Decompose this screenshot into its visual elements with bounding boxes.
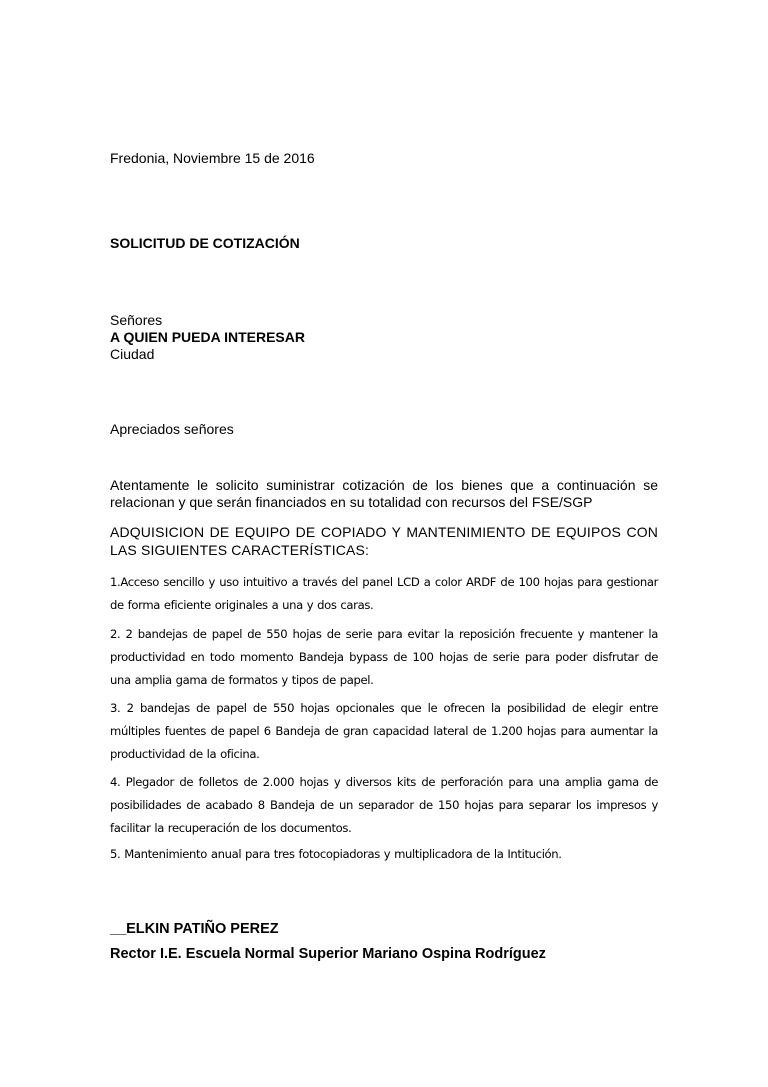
requirement-item-2: 2. 2 bandejas de papel de 550 hojas de serie para evitar la reposición frecuente y mantener la productividad en todo momento Bandeja bypass de 100 hojas de serie para poder disfrutar de una amplia gama de formatos y tipos de papel.	[110, 627, 658, 687]
greeting: Apreciados señores	[110, 421, 234, 437]
requirement-item-5: 5. Mantenimiento anual para tres fotocopiadoras y multiplicadora de la Intitución.	[110, 847, 562, 861]
recipient-salutation-title: Señores	[110, 312, 163, 328]
letter-page	[110, 0, 658, 1087]
signature-name: __ELKIN PATIÑO PEREZ	[110, 921, 279, 937]
recipient-name: A QUIEN PUEDA INTERESAR	[110, 329, 305, 345]
requirement-item-3: 3. 2 bandejas de papel de 550 hojas opcionales que le ofrecen la posibilidad de elegir entre múltiples fuentes de papel 6 Bandeja de gran capacidad lateral de 1.200 hojas para aumentar la productividad de la oficina.	[110, 701, 658, 761]
intro-paragraph: Atentamente le solicito suministrar cotización de los bienes que a continuación se relacionan y que serán financiados en su totalidad con recursos del FSE/SGP	[110, 477, 658, 510]
requirements-heading: ADQUISICION DE EQUIPO DE COPIADO Y MANTENIMIENTO DE EQUIPOS CON LAS SIGUIENTES CARACTERÍSTICAS:	[110, 524, 658, 558]
recipient-block	[110, 312, 658, 363]
subject-heading: SOLICITUD DE COTIZACIÓN	[110, 235, 300, 251]
requirement-item-1: 1.Acceso sencillo y uso intuitivo a través del panel LCD a color ARDF de 100 hojas para gestionar de forma eficiente originales a una y dos caras.	[110, 575, 658, 612]
requirement-item-4: 4. Plegador de folletos de 2.000 hojas y diversos kits de perforación para una amplia gama de posibilidades de acabado 8 Bandeja de un separador de 150 hojas para separar los impresos y facilitar la recuperación de los documentos.	[110, 775, 658, 835]
recipient-city: Ciudad	[110, 346, 155, 362]
signature-title: Rector I.E. Escuela Normal Superior Mariano Ospina Rodríguez	[110, 946, 546, 962]
date-line: Fredonia, Noviembre 15 de 2016	[110, 150, 315, 166]
